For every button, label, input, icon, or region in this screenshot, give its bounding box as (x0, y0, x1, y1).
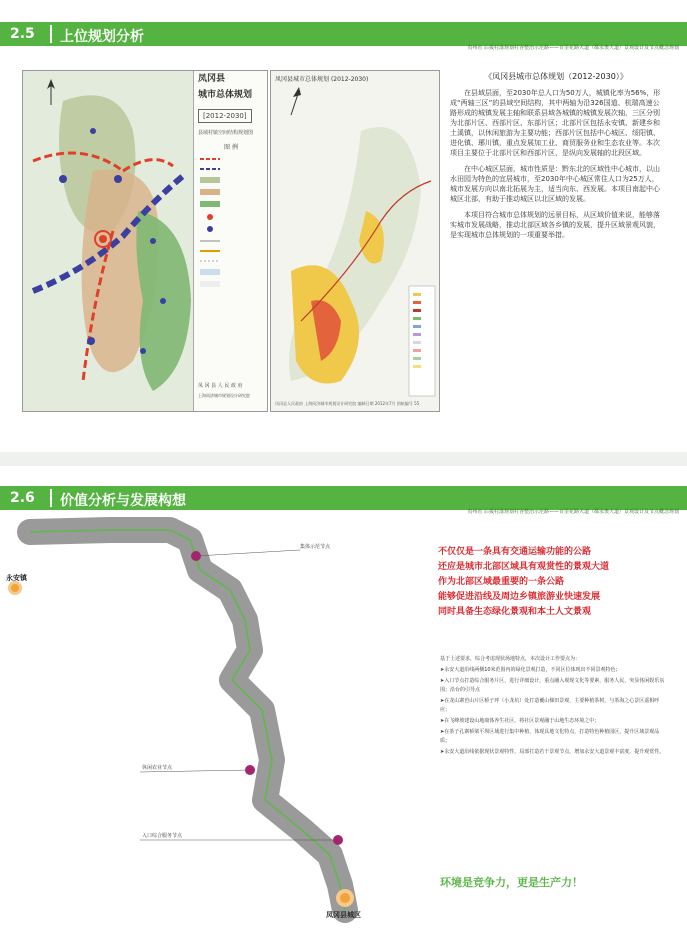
node-label-3: 入口综合服务节点 (142, 833, 183, 839)
map2-footer: 凤冈县人民政府 上海同济城市规划设计研究院 编制日期 2012年7月 图纸编号 55 (275, 401, 420, 406)
city-master-plan-map (270, 70, 440, 412)
design-points (440, 655, 665, 759)
design-point: ➤在飞峰坡建设山地康体养生社区，将社区景观融于山地生态环境之中； (440, 718, 600, 724)
compass-icon (291, 87, 301, 115)
paragraph-county: 在县域层面，至2030年总人口为50万人，城镇化率为56%，形成“两轴三区”的县域空间结构，其中两轴为沿326国道、杭瑞高速公路形成的城镇发展主轴和联系县域各城镇的城镇发展次轴，三区分别为北部片区、西部片区、东部片区；北部片区包括永安镇、新建乡和土溪镇，以休闲旅游为主要功能；西部片区包括中心城区、绥阳镇、进化镇、琊川镇，重点发展加工业、商贸服务业和生态农业等。本次项目主要位于北部片区和西部片区，是纵向发展轴的北段区域。 (450, 89, 661, 157)
section-number: 2.5 (10, 26, 35, 42)
slogan-line: 还应是城市北部区域具有观赏性的景观大道 (438, 562, 610, 572)
paragraph-city: 在中心城区层面，城市性质是：黔东北的区域性中心城市，以山水田园为特色的宜居城市，至2030年中心城区常住人口为25万人，城市发展方向以南北拓展为主，适当向东、西发展。本项目南起中心城区北部，有助于推动城区以北区域的发展。 (450, 165, 660, 203)
section-title: 价值分析与发展构想 (60, 493, 186, 509)
map-years: [2012-2030] (198, 109, 252, 123)
corridor-band (30, 530, 345, 910)
chapter-word: CHAPTER (578, 29, 649, 43)
slogan-line: 作为北部区域最重要的一条公路 (438, 577, 565, 587)
section-divider (0, 452, 687, 466)
section-number: 2.6 (10, 490, 35, 506)
chapter-number: 02 (648, 485, 679, 510)
callout-line (196, 550, 300, 556)
node-label-2: 休闲农业节点 (142, 765, 173, 771)
county-structure-map (22, 70, 268, 412)
town-marker-core (340, 893, 350, 903)
map-plan-name: 城市总体规划 (198, 90, 253, 100)
design-point: ➤入口节点打造综合服务片区，进行详细设计，重点融入观现文化等要素，服务人民，突显休闲娱乐氛围；沿台的引导点 (440, 678, 665, 693)
slogan-line: 同时具备生态绿化景观和本土人文景观 (438, 607, 592, 617)
city-plan-graphic (271, 71, 439, 411)
header-divider (50, 489, 52, 507)
town-label-south: 凤冈县城区 (326, 911, 361, 919)
chapter-mark (579, 485, 679, 510)
legend-swatches (194, 151, 268, 331)
town-label-north: 永安镇 (6, 574, 27, 582)
paragraph-summary: 本项目符合城市总体规划的远景目标，从区域价值来说，能够落实城市发展战略，推动北部区域各乡镇的发展，提升区域景观风貌，是实现城市总体规划的一项重要举措。 (450, 211, 660, 239)
node-label-1: 集体示范节点 (300, 544, 331, 550)
map-footer: 凤 冈 县 人 民 政 府 (198, 383, 243, 389)
county-map-graphic (23, 71, 193, 411)
planning-analysis-text (450, 72, 662, 246)
value-slogan (438, 545, 609, 620)
road-line (30, 530, 345, 910)
plan-title: 《凤冈县城市总体规划（2012-2030）》 (484, 72, 628, 81)
map-legend (193, 71, 268, 411)
town-marker-core (11, 584, 19, 592)
route-map (0, 510, 430, 930)
points-intro: 基于上述要求，综合考虑现状场地特点，本次设计工作要点为： (440, 656, 581, 662)
motto: 环境是竞争力，更是生产力！ (440, 876, 583, 889)
slogan-line: 能够促进沿线及周边乡镇旅游业快速发展 (438, 592, 601, 602)
map2-title: 凤冈县城市总体规划 (2012-2030) (275, 76, 369, 83)
design-point: ➤永安大道沿线依据现状景观特性，局部打造若干景观节点，增加永安大道景观丰富度，提升观赏性。 (440, 749, 665, 755)
chapter-number: 02 (648, 21, 679, 46)
section-header-2-5 (0, 21, 687, 51)
chapter-mark (579, 21, 679, 46)
design-point: ➤在茶子孔寨桥梁平坝区域进行集中种植，体现具地文化特点，打造特色种植园区，提升区域景观品质； (440, 729, 660, 744)
slogan-line: 不仅仅是一条具有交通运输功能的公路 (438, 547, 592, 557)
node-marker (245, 765, 255, 775)
map-footer2: 上海同济城市规划设计研究院 (198, 393, 250, 398)
node-marker (191, 551, 201, 561)
map-county-name: 凤冈县 (198, 74, 226, 84)
chapter-subtitle: 贵州省 后援村落规划村容整治示范路——百里花路大道（都永奥大道）景观设计及节点概念规划 (467, 45, 679, 51)
design-point: ➤永安大道沿线两侧10米范围内的绿化景观打造，不同区位体现出不同景观特色； (440, 667, 621, 673)
design-point: ➤在龙山寨芭山片区桥子坪（小龙坑）处打造覆山梯田景观，主要种植茶树，与茶海之心景区遥相呼应； (440, 698, 660, 713)
chapter-subtitle: 贵州省 后援村落规划村容整治示范路——百里花路大道（都永奥大道）景观设计及节点概念规划 (467, 509, 679, 515)
map-subtitle: 县域村镇空间结构规划图 (198, 130, 254, 136)
chapter-word: CHAPTER (578, 493, 649, 507)
section-header-2-6 (0, 485, 687, 515)
legend-title: 图 例 (224, 144, 238, 151)
node-marker (333, 835, 343, 845)
section-title: 上位规划分析 (60, 29, 144, 45)
header-divider (50, 25, 52, 43)
